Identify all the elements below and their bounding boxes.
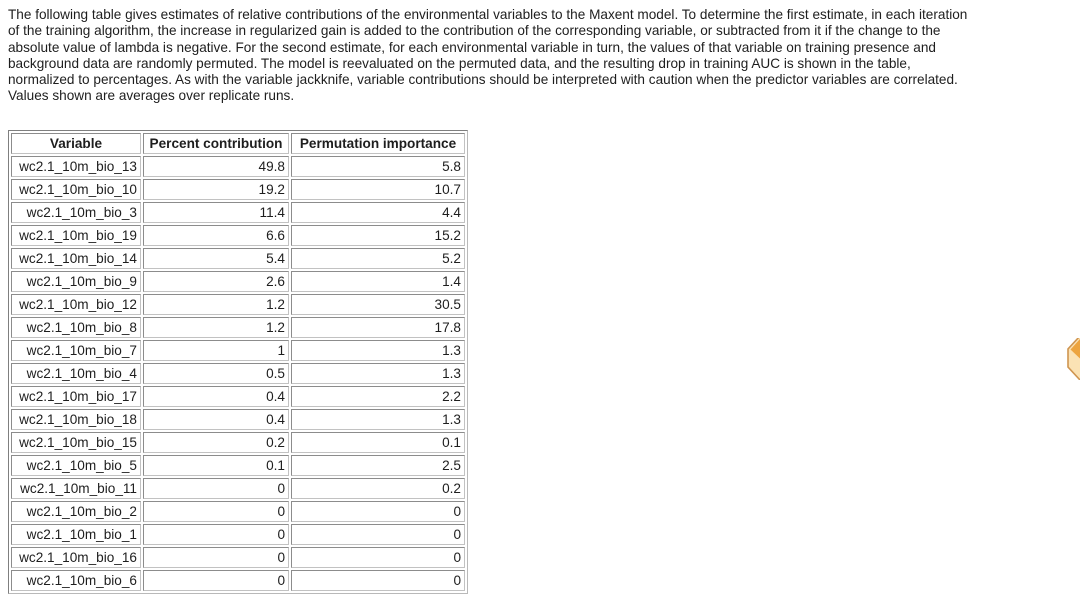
percent-contribution-cell: 1 [143,340,289,361]
permutation-importance-cell: 10.7 [291,179,465,200]
percent-contribution-cell: 0.5 [143,363,289,384]
permutation-importance-cell: 1.3 [291,363,465,384]
table-row [11,294,465,315]
table-row [11,363,465,384]
table-row [11,340,465,361]
table-row [11,501,465,522]
table-row [11,547,465,568]
permutation-importance-cell: 0 [291,570,465,591]
permutation-importance-cell: 0 [291,501,465,522]
permutation-importance-cell: 17.8 [291,317,465,338]
table-row [11,524,465,545]
variable-cell: wc2.1_10m_bio_12 [11,294,141,315]
permutation-importance-cell: 0.2 [291,478,465,499]
percent-contribution-cell: 0 [143,547,289,568]
table-header-row [11,133,465,154]
percent-contribution-cell: 0.1 [143,455,289,476]
intro-text-line: of the training algorithm, the increase in regularized gain is added to the contribution of the corresponding variable, or subtracted from it if the change to the [8,23,941,39]
percent-contribution-cell: 0 [143,524,289,545]
variable-cell: wc2.1_10m_bio_9 [11,271,141,292]
variable-cell: wc2.1_10m_bio_2 [11,501,141,522]
table-row [11,225,465,246]
table-row [11,248,465,269]
permutation-importance-cell: 5.2 [291,248,465,269]
variable-cell: wc2.1_10m_bio_8 [11,317,141,338]
table-row [11,478,465,499]
floating-hexagon-widget[interactable] [1065,338,1080,380]
variable-cell: wc2.1_10m_bio_15 [11,432,141,453]
variable-cell: wc2.1_10m_bio_6 [11,570,141,591]
percent-contribution-cell: 0 [143,501,289,522]
table-row [11,156,465,177]
intro-text-line: The following table gives estimates of relative contributions of the environmental variables to the Maxent model. To determine the first estimate, in each iteration [8,7,968,22]
variable-cell: wc2.1_10m_bio_14 [11,248,141,269]
permutation-importance-cell: 0 [291,547,465,568]
intro-text-line: normalized to percentages. As with the variable jackknife, variable contributions should be interpreted with caution when the predictor variables are correlated. [8,72,958,88]
percent-contribution-cell: 0 [143,570,289,591]
percent-contribution-cell: 1.2 [143,317,289,338]
permutation-importance-cell: 0 [291,524,465,545]
permutation-importance-cell: 30.5 [291,294,465,315]
table-row [11,455,465,476]
table-body [11,156,465,591]
maxent-contributions-description [0,0,1080,105]
permutation-importance-cell: 0.1 [291,432,465,453]
percent-contribution-cell: 0.4 [143,386,289,407]
percent-contribution-cell: 49.8 [143,156,289,177]
permutation-importance-cell: 5.8 [291,156,465,177]
permutation-importance-cell: 2.2 [291,386,465,407]
variable-cell: wc2.1_10m_bio_16 [11,547,141,568]
percent-contribution-cell: 0 [143,478,289,499]
variable-cell: wc2.1_10m_bio_10 [11,179,141,200]
variable-cell: wc2.1_10m_bio_17 [11,386,141,407]
variable-contributions-table [8,130,468,594]
permutation-importance-cell: 1.4 [291,271,465,292]
variable-cell: wc2.1_10m_bio_13 [11,156,141,177]
variable-cell: wc2.1_10m_bio_7 [11,340,141,361]
table-row [11,271,465,292]
variable-cell: wc2.1_10m_bio_4 [11,363,141,384]
percent-contribution-cell: 0.4 [143,409,289,430]
variable-cell: wc2.1_10m_bio_1 [11,524,141,545]
permutation-importance-cell: 4.4 [291,202,465,223]
permutation-importance-cell: 1.3 [291,340,465,361]
permutation-importance-cell: 15.2 [291,225,465,246]
variable-cell: wc2.1_10m_bio_11 [11,478,141,499]
permutation-importance-cell: 2.5 [291,455,465,476]
percent-contribution-cell: 6.6 [143,225,289,246]
percent-contribution-cell: 1.2 [143,294,289,315]
percent-contribution-cell: 2.6 [143,271,289,292]
table-row [11,317,465,338]
table-row [11,409,465,430]
variable-cell: wc2.1_10m_bio_5 [11,455,141,476]
percent-contribution-cell: 0.2 [143,432,289,453]
intro-text-line: Values shown are averages over replicate runs. [8,88,295,104]
table-row [11,570,465,591]
permutation-importance-cell: 1.3 [291,409,465,430]
percent-contribution-cell: 5.4 [143,248,289,269]
column-header-percent-contribution: Percent contribution [143,133,289,154]
percent-contribution-cell: 11.4 [143,202,289,223]
table-row [11,432,465,453]
column-header-variable: Variable [11,133,141,154]
variable-cell: wc2.1_10m_bio_19 [11,225,141,246]
table-row [11,386,465,407]
intro-text-line: absolute value of lambda is negative. For the second estimate, for each environmental variable in turn, the values of that variable on training presence and [8,39,936,55]
column-header-permutation-importance: Permutation importance [291,133,465,154]
variable-cell: wc2.1_10m_bio_18 [11,409,141,430]
table-row [11,202,465,223]
hexagon-box-icon [1065,338,1080,380]
variable-cell: wc2.1_10m_bio_3 [11,202,141,223]
table-row [11,179,465,200]
percent-contribution-cell: 19.2 [143,179,289,200]
intro-text-line: background data are randomly permuted. The model is reevaluated on the permuted data, and the resulting drop in training AUC is shown in the table, [8,55,911,71]
